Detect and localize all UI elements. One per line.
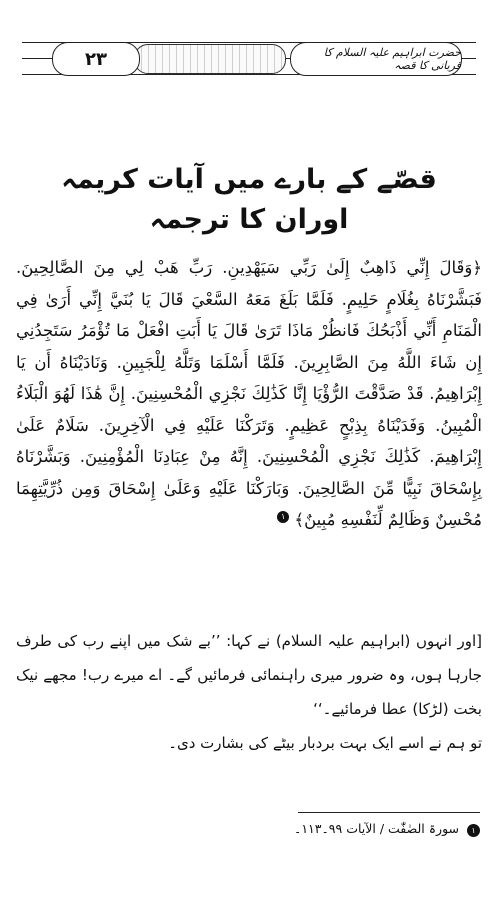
footnote-reference: ١	[277, 511, 289, 523]
translation-last-line: تو ہم نے اسے ایک بہت بردبار بیٹے کی بشارت دی۔	[168, 734, 482, 752]
footnote-divider	[298, 812, 480, 813]
footnote-marker: ١	[467, 824, 480, 837]
quran-verses	[16, 252, 482, 536]
urdu-translation	[16, 624, 482, 760]
verse-text: ﴿وَقَالَ إِنِّي ذَاهِبٌ إِلَىٰ رَبِّي سَيَهْدِينِ. رَبِّ هَبْ لِي مِنَ الصَّالِحِينَ. فَبَشَّرْنَاهُ بِغُلَامٍ حَلِيمٍ. فَلَمَّا بَلَغَ مَعَهُ السَّعْيَ قَالَ يَا بُنَيَّ إِنِّي أَرَىٰ فِي الْمَنَامِ أَنِّي أَذْبَحُكَ فَانظُرْ مَاذَا تَرَىٰ قَالَ يَا أَبَتِ افْعَلْ مَا تُؤْمَرُ سَتَجِدُنِي إِن شَاءَ اللَّهُ مِنَ الصَّابِرِينَ. فَلَمَّا أَسْلَمَا وَتَلَّهُ لِلْجَبِينِ. وَنَادَيْنَاهُ أَن يَا إِبْرَاهِيمُ. قَدْ صَدَّقْتَ الرُّؤْيَا إِنَّا كَذَٰلِكَ نَجْزِي الْمُحْسِنِينَ. إِنَّ هَٰذَا لَهُوَ الْبَلَاءُ الْمُبِينُ. وَفَدَيْنَاهُ بِذِبْحٍ عَظِيمٍ. وَتَرَكْنَا عَلَيْهِ فِي الْآخِرِينَ. سَلَامٌ عَلَىٰ إِبْرَاهِيمَ. كَذَٰلِكَ نَجْزِي الْمُحْسِنِينَ. إِنَّهُ مِنْ عِبَادِنَا الْمُؤْمِنِينَ. وَبَشَّرْنَاهُ بِإِسْحَاقَ نَبِيًّا مِّنَ الصَّالِحِينَ. وَبَارَكْنَا عَلَيْهِ وَعَلَىٰ إِسْحَاقَ وَمِن ذُرِّيَّتِهِمَا مُحْسِنٌ وَظَالِمٌ لِّنَفْسِهِ مُبِينٌ﴾	[16, 258, 482, 529]
page-number: ۲۳	[52, 42, 140, 76]
translation-text: [اور انہوں (ابراہیم علیہ السلام) نے کہا: ’’بے شک میں اپنے رب کی طرف جارہا ہوں، وہ ضرور میری راہنمائی فرمائیں گے۔ اے میرے رب! مجھے نیک بخت (لڑکا) عطا فرمائیے۔‘‘	[16, 632, 482, 718]
footnote	[180, 818, 480, 840]
page-header	[22, 36, 476, 82]
running-title: حضرت ابراہیم علیہ السلام کا قربانی کا قصہ	[290, 42, 462, 76]
section-heading: قصّے کے بارے میں آیات کریمہ اوران کا ترجمہ	[61, 164, 437, 235]
header-ornament	[134, 44, 286, 74]
footnote-text: سورۃ الصٰفّٰت / الآیات ۹۹۔۱۱۳۔	[293, 821, 460, 836]
